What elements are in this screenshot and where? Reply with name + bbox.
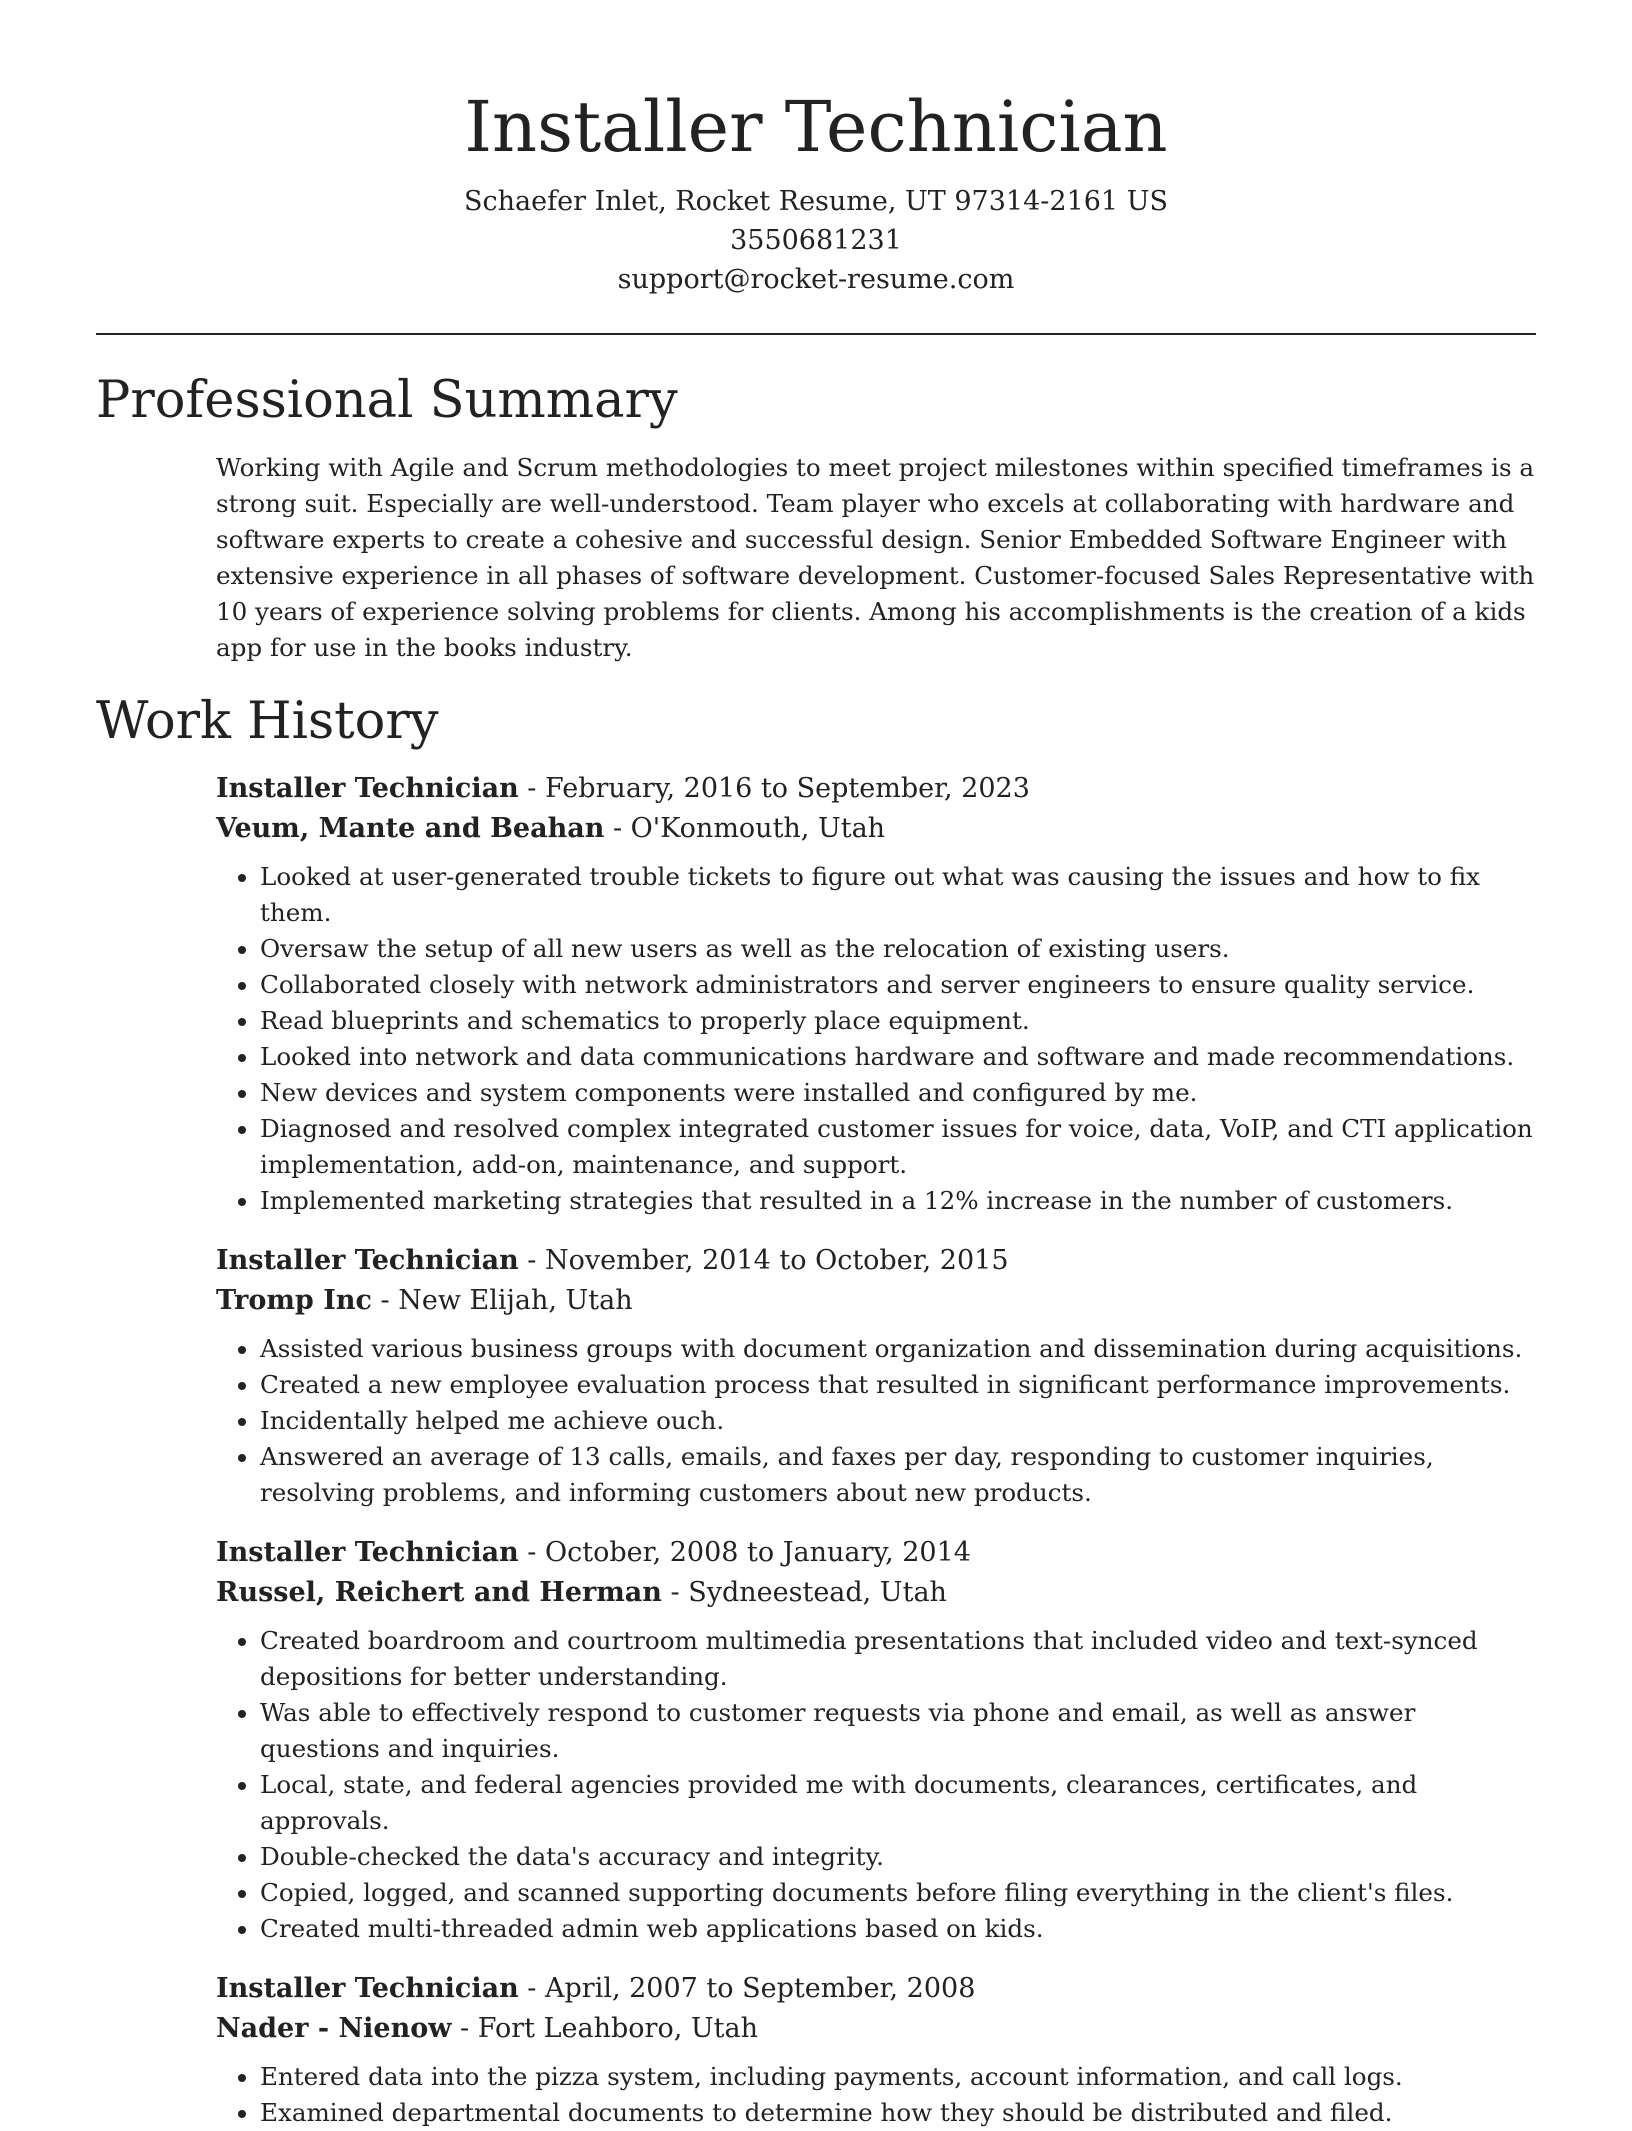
bullet-item: • Examined departmental documents to determine how they should be distributed and filed. — [260, 2095, 1536, 2131]
bullet-item: • Read blueprints and schematics to properly place equipment. — [260, 1003, 1536, 1039]
separator: - — [451, 2013, 478, 2044]
bullet-item: • Diagnosed and resolved complex integrated customer issues for voice, data, VoIP, and CTI application implementation, add-on, maintenance, and support. — [260, 1111, 1536, 1183]
job-company-line — [216, 1573, 1536, 1613]
resume-page — [96, 0, 1536, 2131]
job-company: Nader - Nienow — [216, 2013, 452, 2044]
job-location: O'Konmouth, Utah — [630, 813, 886, 844]
job-dates: April, 2007 to September, 2008 — [545, 1973, 976, 2004]
separator: - — [518, 1245, 545, 1276]
summary-heading: Professional Summary — [96, 371, 678, 430]
job-company: Veum, Mante and Beahan — [216, 813, 605, 844]
bullet-item: • Incidentally helped me achieve ouch. — [260, 1403, 1536, 1439]
separator: - — [371, 1285, 399, 1316]
separator: - — [518, 773, 545, 804]
job-location: Sydneestead, Utah — [688, 1577, 947, 1608]
job-company-line — [216, 1281, 1536, 1321]
separator: - — [604, 813, 631, 844]
job-title: Installer Technician — [216, 1537, 519, 1568]
bullet-item: • Created boardroom and courtroom multimedia presentations that included video and text-synced depositions for better understanding. — [260, 1623, 1536, 1695]
job-entry — [216, 1533, 1536, 1947]
bullet-item: • Created multi-threaded admin web applications based on kids. — [260, 1911, 1536, 1947]
job-title: Installer Technician — [216, 773, 519, 804]
job-entry — [216, 1969, 1536, 2131]
job-title-line — [216, 1241, 1536, 1281]
bullet-item: • Local, state, and federal agencies provided me with documents, clearances, certificates, and approvals. — [260, 1767, 1536, 1839]
work-history-section — [96, 693, 1536, 2131]
job-company: Tromp Inc — [216, 1285, 372, 1316]
job-entry — [216, 1241, 1536, 1511]
bullet-item: • Oversaw the setup of all new users as well as the relocation of existing users. — [260, 931, 1536, 967]
job-title-line — [216, 769, 1536, 809]
contact-phone: 3550681231 — [730, 225, 902, 256]
bullet-item: • Copied, logged, and scanned supporting documents before filing everything in the client's files. — [260, 1875, 1536, 1911]
bullet-item: • Looked into network and data communications hardware and software and made recommendations. — [260, 1039, 1536, 1075]
job-title: Installer Technician — [216, 1973, 519, 2004]
job-dates: November, 2014 to October, 2015 — [545, 1245, 1009, 1276]
job-title: Installer Technician — [216, 1245, 519, 1276]
separator: - — [518, 1537, 545, 1568]
job-company-line — [216, 2009, 1536, 2049]
job-bullets — [216, 859, 1536, 1219]
summary-text: Working with Agile and Scrum methodologies to meet project milestones within specified timeframes is a strong suit. Especially are well-understood. Team player who excels at collaborating with hardware and software experts to create a cohesive and successful design. Senior Embedded Software Engineer with extensive experience in all phases of software development. Customer-focused Sales Representative with 10 years of experience solving problems for clients. Among his accomplishments is the creation of a kids app for use in the books industry. — [216, 453, 1535, 662]
job-location: Fort Leahboro, Utah — [477, 2013, 758, 2044]
bullet-item: • Implemented marketing strategies that resulted in a 12% increase in the number of customers. — [260, 1183, 1536, 1219]
bullet-item: • Created a new employee evaluation process that resulted in significant performance improvements. — [260, 1367, 1536, 1403]
resume-header — [96, 88, 1536, 299]
professional-summary-section — [96, 372, 1536, 666]
bullet-item: • Double-checked the data's accuracy and integrity. — [260, 1839, 1536, 1875]
job-company: Russel, Reichert and Herman — [216, 1577, 662, 1608]
contact-info — [96, 182, 1536, 299]
separator: - — [518, 1973, 545, 2004]
job-bullets — [216, 2059, 1536, 2131]
resume-name: Installer Technician — [464, 86, 1168, 168]
contact-address: Schaefer Inlet, Rocket Resume, UT 97314-2161 US — [464, 186, 1168, 217]
job-company-line — [216, 809, 1536, 849]
bullet-item: • Assisted various business groups with document organization and dissemination during acquisitions. — [260, 1331, 1536, 1367]
contact-email: support@rocket-resume.com — [617, 264, 1015, 295]
bullet-item: • Answered an average of 13 calls, emails, and faxes per day, responding to customer inquiries, resolving problems, and informing customers about new products. — [260, 1439, 1536, 1511]
job-location: New Elijah, Utah — [398, 1285, 633, 1316]
bullet-item: • Entered data into the pizza system, including payments, account information, and call logs. — [260, 2059, 1536, 2095]
bullet-item: • New devices and system components were installed and configured by me. — [260, 1075, 1536, 1111]
job-title-line — [216, 1969, 1536, 2009]
work-history-heading: Work History — [96, 692, 439, 751]
bullet-item: • Collaborated closely with network administrators and server engineers to ensure quality service. — [260, 967, 1536, 1003]
job-dates: February, 2016 to September, 2023 — [545, 773, 1030, 804]
separator: - — [661, 1577, 689, 1608]
job-bullets — [216, 1331, 1536, 1511]
job-title-line — [216, 1533, 1536, 1573]
bullet-item: • Looked at user-generated trouble tickets to figure out what was causing the issues and how to fix them. — [260, 859, 1536, 931]
job-entry — [216, 769, 1536, 1219]
job-dates: October, 2008 to January, 2014 — [545, 1537, 971, 1568]
bullet-item: • Was able to effectively respond to customer requests via phone and email, as well as answer questions and inquiries. — [260, 1695, 1536, 1767]
header-divider — [96, 333, 1536, 335]
job-bullets — [216, 1623, 1536, 1947]
